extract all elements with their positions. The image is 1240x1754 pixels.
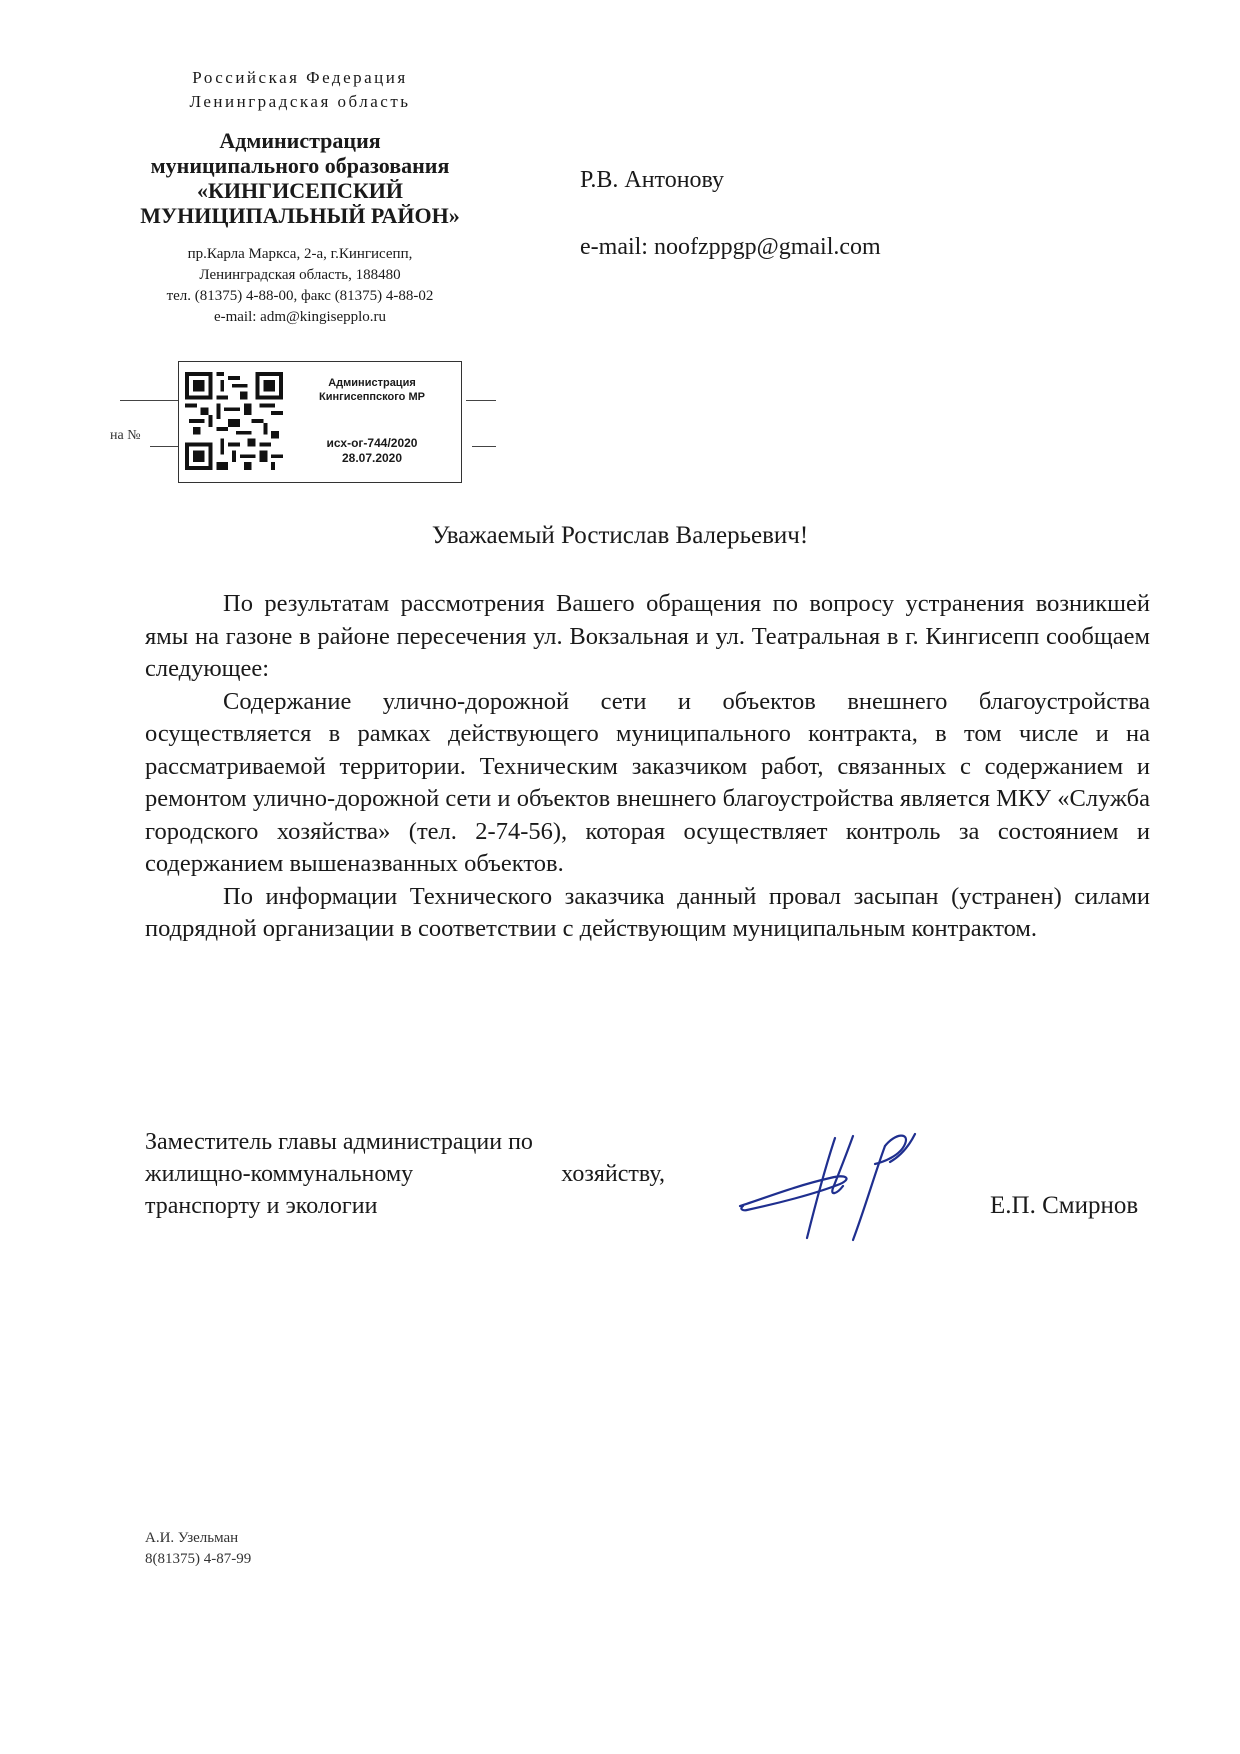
letterhead-org — [110, 128, 490, 228]
org-line: «КИНГИСЕПСКИЙ — [196, 178, 404, 203]
stamp-date: 28.07.2020 — [341, 451, 403, 465]
handwritten-signature — [735, 1128, 925, 1246]
greeting: Уважаемый Ростислав Валерьевич! — [431, 522, 809, 549]
qr-code-icon — [185, 372, 283, 470]
signer-name: Е.П. Смирнов — [990, 1192, 1139, 1219]
org-line: муниципального образования — [150, 153, 450, 178]
letterhead — [110, 66, 490, 328]
body-paragraph: По информации Технического заказчика данный провал засыпан (устранен) силами подрядной организации в соответствии с действующим муниципальным контрактом. — [145, 882, 1150, 942]
stamp-org-line: Кингисеппского МР — [319, 391, 425, 403]
ref-number-label: на № — [110, 428, 141, 443]
stamp-org — [287, 376, 457, 404]
executor-phone: 8(81375) 4-87-99 — [145, 1551, 252, 1567]
stamp-registration — [287, 436, 457, 466]
position-line: транспорту и экологии — [145, 1193, 378, 1219]
position-line: жилищно-коммунальному хозяйству, — [145, 1161, 665, 1187]
body-paragraph: Содержание улично-дорожной сети и объектов внешнего благоустройства осуществляется в рамках действующего муниципального контракта, в том числе и на рассматриваемой территории. Техническим заказчиком работ, связанных с содержанием и ремонтом улично-дорожной сети и объектов внешнего благоустройства является МКУ «Служба городского хозяйства» (тел. 2-74-56), которая осуществляет контроль за состоянием и содержанием вышеназванных объектов. — [145, 687, 1150, 877]
address-line: пр.Карла Маркса, 2-а, г.Кингисепп, — [187, 246, 413, 262]
addressee-email: e-mail: noofzppgp@gmail.com — [580, 234, 881, 260]
phone-line: тел. (81375) 4-88-00, факс (81375) 4-88-02 — [166, 288, 434, 304]
reg-line-right — [466, 400, 496, 401]
letter-body — [145, 588, 1150, 946]
addressee-name: Р.В. Антонову — [580, 167, 725, 193]
ref-line-left — [150, 446, 178, 447]
registration-stamp — [178, 361, 462, 483]
position-line: Заместитель главы администрации по — [145, 1129, 533, 1155]
executor-name: А.И. Узельман — [145, 1530, 239, 1546]
ref-line-right — [472, 446, 496, 447]
stamp-org-line: Администрация — [328, 377, 416, 389]
org-line: Администрация — [219, 128, 381, 153]
stamp-reg-number: исх-ог-744/2020 — [326, 436, 418, 450]
letterhead-region: Ленинградская область — [189, 92, 411, 111]
letterhead-contacts — [110, 244, 490, 328]
org-line: МУНИЦИПАЛЬНЫЙ РАЙОН» — [140, 203, 460, 228]
email-line: e-mail: adm@kingisepplo.ru — [213, 309, 387, 325]
reg-line-left — [120, 400, 178, 401]
letterhead-country: Российская Федерация — [192, 68, 408, 87]
executor-info — [145, 1528, 251, 1570]
body-paragraph: По результатам рассмотрения Вашего обращения по вопросу устранения возникшей ямы на газоне в районе пересечения ул. Вокзальная и ул. Театральная в г. Кингисепп сообщаем следующее: — [145, 590, 1150, 682]
signer-position — [145, 1126, 665, 1222]
address-line: Ленинградская область, 188480 — [199, 267, 401, 283]
